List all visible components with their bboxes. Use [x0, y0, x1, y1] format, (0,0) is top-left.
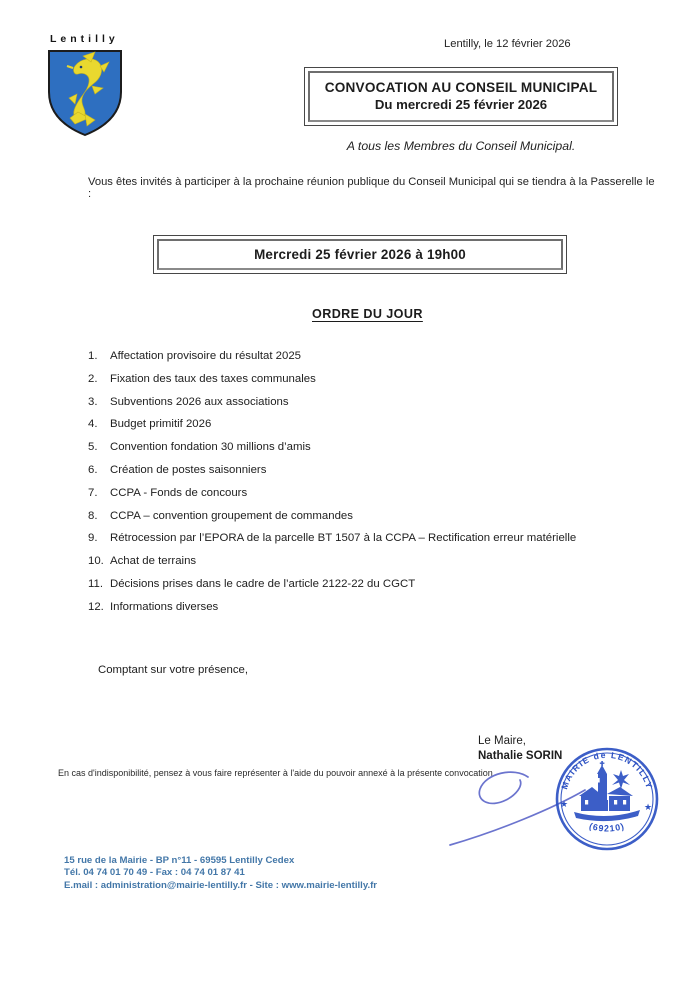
- agenda-item-number: 9.: [88, 532, 98, 545]
- footer-address: [64, 855, 377, 892]
- agenda-item: [88, 396, 648, 419]
- closing-line: Comptant sur votre présence,: [98, 664, 249, 676]
- stamp-arc-text: MAIRIE de LENTILLY: [559, 749, 655, 791]
- agenda-item-text: Affectation provisoire du résultat 2025: [110, 350, 302, 362]
- agenda-item: [88, 532, 648, 555]
- convocation-title: CONVOCATION AU CONSEIL MUNICIPAL: [324, 80, 598, 95]
- stamp-star-left: ★: [560, 799, 569, 809]
- agenda-item-text: Création de postes saisonniers: [110, 463, 267, 476]
- agenda-item-number: 2.: [88, 372, 98, 385]
- agenda-item-number: 5.: [88, 441, 98, 454]
- agenda-item-number: 4.: [88, 418, 98, 431]
- addressee-line: A tous les Membres du Conseil Municipal.: [346, 139, 576, 153]
- agenda-item: [88, 601, 648, 624]
- agenda-list: [88, 350, 648, 624]
- agenda-item: [88, 350, 648, 373]
- agenda-item-text: CCPA - Fonds de concours: [110, 486, 248, 499]
- signoff-block: [478, 734, 562, 764]
- meeting-date-box: [153, 235, 567, 274]
- town-crest-icon: [45, 48, 125, 138]
- agenda-item-text: Informations diverses: [110, 600, 219, 613]
- agenda-item-number: 10.: [88, 555, 104, 568]
- agenda-item: [88, 487, 648, 510]
- date-line: Lentilly, le 12 février 2026: [444, 38, 571, 50]
- town-logo: [45, 33, 135, 138]
- agenda-item: [88, 578, 648, 601]
- agenda-item: [88, 441, 648, 464]
- mairie-stamp: [552, 744, 662, 854]
- footer-phone: Tél. 04 74 01 70 49 - Fax : 04 74 01 87 41: [64, 867, 245, 879]
- agenda-item: [88, 555, 648, 578]
- agenda-item-number: 6.: [88, 463, 98, 476]
- agenda-item-text: Fixation des taux des taxes communales: [110, 372, 316, 385]
- proxy-note: En cas d'indisponibilité, pensez à vous faire représenter à l'aide du pouvoir annexé à la présente convocation.: [58, 768, 496, 778]
- town-logo-name: Lentilly: [50, 33, 119, 45]
- agenda-item: [88, 464, 648, 487]
- stamp-star-right: ★: [644, 802, 653, 812]
- footer-street: 15 rue de la Mairie - BP n°11 - 69595 Lentilly Cedex: [64, 855, 295, 866]
- agenda-item: [88, 418, 648, 441]
- agenda-item-text: Subventions 2026 aux associations: [110, 395, 289, 408]
- agenda-item-text: Budget primitif 2026: [110, 418, 212, 431]
- convocation-date: Du mercredi 25 février 2026: [374, 97, 548, 112]
- agenda-item-text: Rétrocession par l’EPORA de la parcelle BT 1507 à la CCPA – Rectification erreur matérielle: [110, 532, 577, 545]
- stamp-village-art: [574, 761, 640, 821]
- signoff-name: Nathalie SORIN: [478, 750, 563, 763]
- meeting-date-text: Mercredi 25 février 2026 à 19h00: [254, 247, 466, 262]
- agenda-item-number: 7.: [88, 486, 98, 499]
- signoff-role: Le Maire,: [478, 735, 526, 747]
- agenda-item-number: 12.: [88, 600, 104, 613]
- agenda-item-text: Décisions prises dans le cadre de l’article 2122-22 du CGCT: [110, 577, 416, 590]
- agenda-item-text: Achat de terrains: [110, 555, 197, 568]
- agenda-heading: ORDRE DU JOUR: [312, 307, 423, 321]
- stamp-postal-code: (69210): [588, 820, 626, 834]
- agenda-item: [88, 510, 648, 533]
- agenda-item-number: 8.: [88, 509, 98, 522]
- footer-email-site: E.mail : administration@mairie-lentilly.fr - Site : www.mairie-lentilly.fr: [64, 879, 378, 891]
- convocation-title-box: [304, 67, 618, 126]
- agenda-item-number: 11.: [88, 577, 103, 590]
- agenda-item-number: 3.: [88, 395, 98, 408]
- agenda-item: [88, 373, 648, 396]
- svg-text:(69210): [588, 821, 626, 834]
- agenda-item-text: CCPA – convention groupement de commandes: [110, 509, 353, 522]
- agenda-item-text: Convention fondation 30 millions d’amis: [110, 441, 311, 454]
- agenda-item-number: 1.: [88, 350, 98, 362]
- intro-paragraph: Vous êtes invités à participer à la prochaine réunion publique du Conseil Municipal qui se tiendra à la Passerelle le :: [88, 176, 655, 200]
